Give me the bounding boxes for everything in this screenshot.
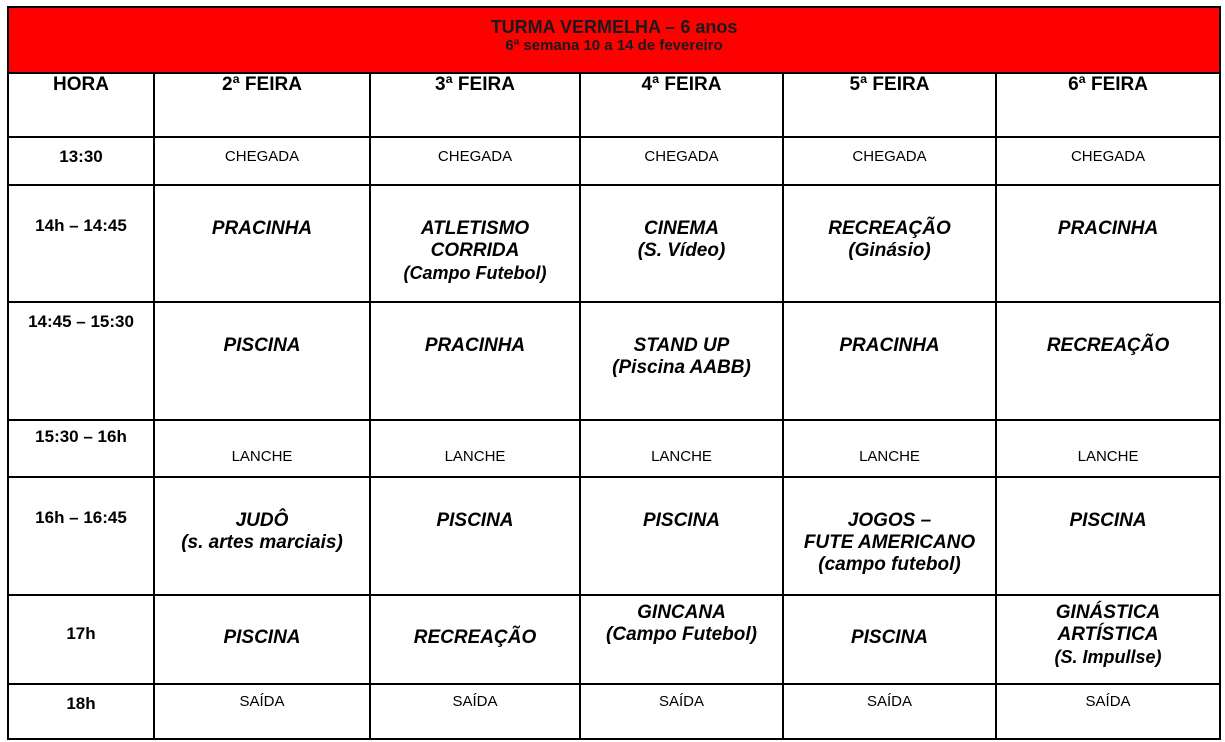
activity-cell: [154, 477, 370, 595]
activity-name: PISCINA: [436, 510, 514, 531]
class-title: TURMA VERMELHA – 6 anos: [490, 17, 738, 37]
activity-cell: CHEGADA: [783, 137, 996, 185]
activity-cell: SAÍDA: [154, 684, 370, 739]
activity-cell: SAÍDA: [580, 684, 783, 739]
activity-name: CINEMA: [644, 218, 719, 239]
activity-name: RECREAÇÃO: [828, 218, 951, 239]
activity-name: PISCINA: [1069, 510, 1147, 531]
activity-cell: LANCHE: [783, 420, 996, 477]
activity-name: PRACINHA: [839, 335, 940, 356]
activity-location: (S. Vídeo): [637, 240, 726, 261]
schedule-row: [8, 302, 1220, 420]
activity-cell: [580, 595, 783, 684]
schedule-row: [8, 185, 1220, 302]
activity-location: (Piscina AABB): [612, 357, 751, 378]
activity-cell: [370, 595, 580, 684]
activity-cell: [580, 477, 783, 595]
schedule-row: [8, 477, 1220, 595]
activity-cell: [996, 185, 1220, 302]
activity-cell: [996, 302, 1220, 420]
activity-cell: SAÍDA: [370, 684, 580, 739]
activity-name: JUDÔ: [235, 510, 289, 531]
activity-cell: LANCHE: [370, 420, 580, 477]
activity-cell: LANCHE: [996, 420, 1220, 477]
schedule-row: [8, 684, 1220, 739]
time-cell: 16h – 16:45: [8, 477, 154, 595]
activity-name: PRACINHA: [424, 335, 526, 356]
activity-name: STAND UP: [633, 335, 730, 356]
schedule-row: [8, 137, 1220, 185]
header-day: 3ª FEIRA: [370, 73, 580, 137]
activity-cell: [370, 477, 580, 595]
activity-cell: CHEGADA: [580, 137, 783, 185]
activity-name: PISCINA: [642, 510, 721, 531]
activity-location: (S. Impullse): [1054, 647, 1162, 667]
time-cell: 13:30: [8, 137, 154, 185]
activity-cell: [154, 595, 370, 684]
activity-name: CORRIDA: [430, 240, 520, 261]
header-day: 5ª FEIRA: [783, 73, 996, 137]
activity-cell: LANCHE: [154, 420, 370, 477]
activity-cell: CHEGADA: [996, 137, 1220, 185]
activity-cell: LANCHE: [580, 420, 783, 477]
activity-name: PRACINHA: [1057, 218, 1159, 239]
activity-name: PISCINA: [223, 335, 301, 356]
activity-cell: SAÍDA: [996, 684, 1220, 739]
activity-name: PISCINA: [850, 627, 929, 648]
time-cell: 14:45 – 15:30: [8, 302, 154, 420]
header-day: 6ª FEIRA: [996, 73, 1220, 137]
time-cell: 15:30 – 16h: [8, 420, 154, 477]
header-day: 2ª FEIRA: [154, 73, 370, 137]
activity-location: (Campo Futebol): [403, 263, 547, 283]
header-row: [8, 73, 1220, 137]
activity-cell: CHEGADA: [370, 137, 580, 185]
activity-cell: [996, 595, 1220, 684]
activity-name: JOGOS –: [847, 510, 932, 531]
activity-name: GINÁSTICA: [1055, 602, 1161, 623]
activity-cell: [996, 477, 1220, 595]
activity-name: ARTÍSTICA: [1057, 624, 1159, 645]
activity-cell: [783, 477, 996, 595]
week-subtitle: 6ª semana 10 a 14 de fevereiro: [505, 37, 723, 54]
time-cell: 18h: [8, 684, 154, 739]
title-row: [8, 7, 1220, 73]
activity-location: (campo futebol): [818, 554, 961, 575]
activity-name: PRACINHA: [211, 218, 313, 239]
activity-name: RECREAÇÃO: [1046, 335, 1170, 356]
time-cell: 14h – 14:45: [8, 185, 154, 302]
activity-cell: [580, 302, 783, 420]
activity-name: RECREAÇÃO: [413, 627, 537, 648]
activity-cell: [783, 185, 996, 302]
schedule-row: [8, 595, 1220, 684]
schedule-table: [7, 6, 1221, 740]
activity-location: (Campo Futebol): [606, 624, 757, 645]
activity-name: ATLETISMO: [420, 218, 530, 239]
activity-location: (s. artes marciais): [181, 532, 343, 553]
title-banner: [8, 7, 1220, 73]
activity-name: GINCANA: [637, 602, 726, 623]
activity-cell: [154, 185, 370, 302]
header-hora: HORA: [8, 73, 154, 137]
activity-name: FUTE AMERICANO: [803, 532, 976, 553]
activity-cell: SAÍDA: [783, 684, 996, 739]
schedule-row: [8, 420, 1220, 477]
header-day: 4ª FEIRA: [580, 73, 783, 137]
activity-cell: CHEGADA: [154, 137, 370, 185]
activity-name: PISCINA: [223, 627, 301, 648]
time-cell: 17h: [8, 595, 154, 684]
activity-cell: [154, 302, 370, 420]
activity-cell: [783, 302, 996, 420]
activity-cell: [370, 185, 580, 302]
activity-cell: [783, 595, 996, 684]
activity-cell: [580, 185, 783, 302]
activity-cell: [370, 302, 580, 420]
activity-location: (Ginásio): [848, 240, 931, 261]
